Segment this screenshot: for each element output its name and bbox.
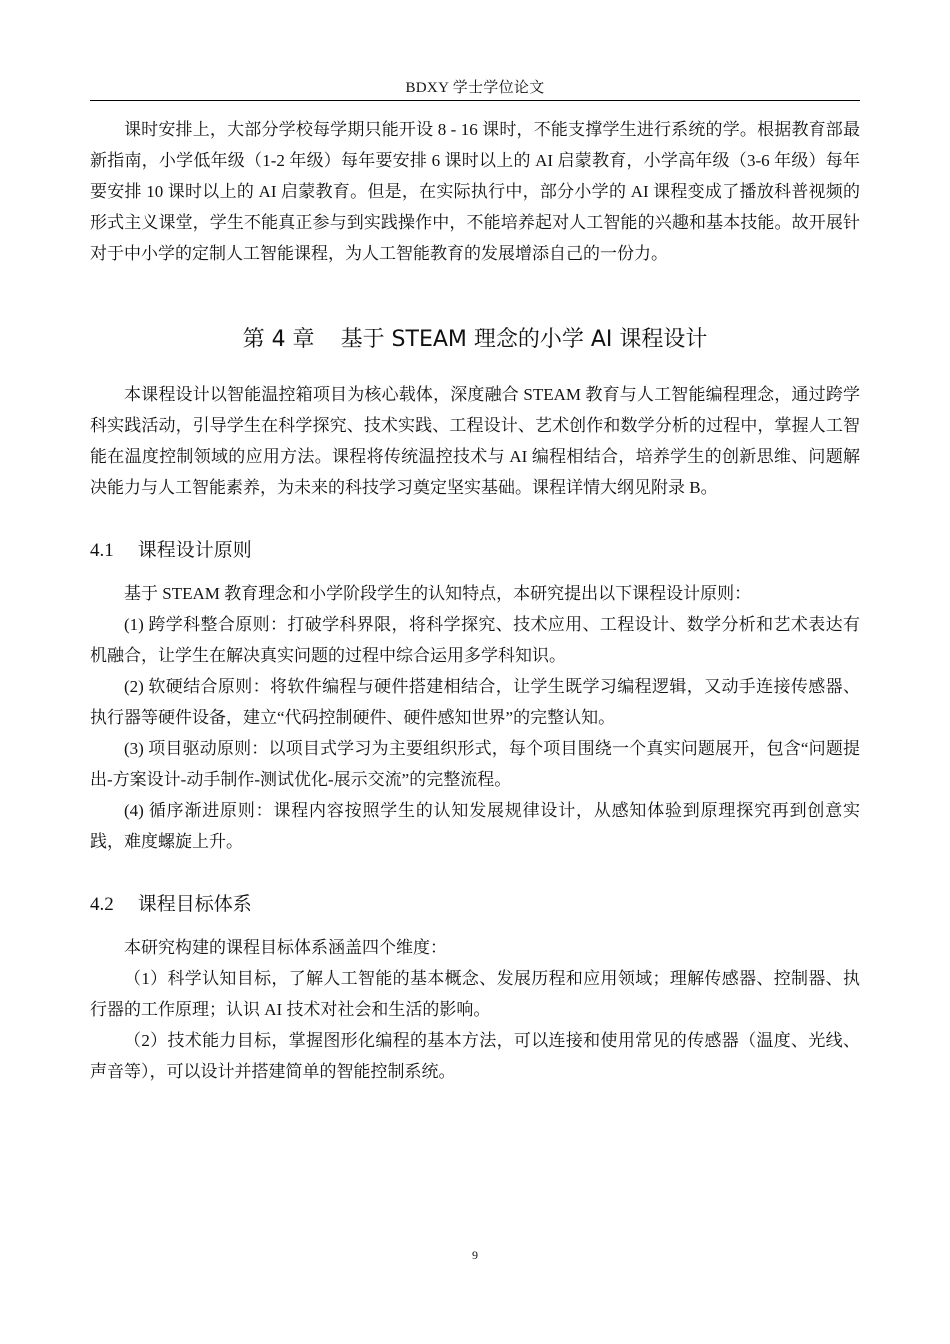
chapter-heading — [90, 321, 860, 359]
chapter-paragraph: 本课程设计以智能温控箱项目为核心载体，深度融合 STEAM 教育与人工智能编程理念，通过跨学科实践活动，引导学生在科学探究、技术实践、工程设计、艺术创作和数学分析的过程中，掌握人工智能在温度控制领域的应用方法。课程将传统温控技术与 AI 编程相结合，培养学生的创新思维、问题解决能力与人工智能素养，为未来的科技学习奠定坚实基础。课程详情大纲见附录 B。 — [90, 385, 860, 497]
principle-item-1: (1) 跨学科整合原则：打破学科界限，将科学探究、技术应用、工程设计、数学分析和艺术表达有机融合，让学生在解决真实问题的过程中综合运用多学科知识。 — [90, 615, 860, 665]
page-body — [90, 114, 860, 1087]
section-4-1-number: 4.1 — [90, 540, 114, 561]
goal-item-1: （1）科学认知目标，了解人工智能的基本概念、发展历程和应用领域；理解传感器、控制器、执行器的工作原理；认识 AI 技术对社会和生活的影响。 — [90, 969, 860, 1019]
principle-item-2: (2) 软硬结合原则：将软件编程与硬件搭建相结合，让学生既学习编程逻辑，又动手连接传感器、执行器等硬件设备，建立“代码控制硬件、硬件感知世界”的完整认知。 — [90, 677, 860, 727]
chapter-title: 基于 STEAM 理念的小学 AI 课程设计 — [340, 327, 708, 352]
section-4-2-title: 课程目标体系 — [137, 893, 252, 915]
section-4-1-title: 课程设计原则 — [137, 539, 252, 561]
page-number: 9 — [472, 1248, 478, 1262]
section-4-1-heading — [90, 533, 860, 568]
principle-item-4: (4) 循序渐进原则：课程内容按照学生的认知发展规律设计，从感知体验到原理探究再到创意实践，难度螺旋上升。 — [90, 801, 860, 851]
section-4-2-intro: 本研究构建的课程目标体系涵盖四个维度： — [124, 938, 447, 957]
goal-item-2: （2）技术能力目标，掌握图形化编程的基本方法，可以连接和使用常见的传感器（温度、光线、声音等），可以设计并搭建简单的智能控制系统。 — [90, 1031, 860, 1081]
principle-item-3: (3) 项目驱动原则：以项目式学习为主要组织形式，每个项目围绕一个真实问题展开，包含“问题提出-方案设计-动手制作-测试优化-展示交流”的完整流程。 — [90, 739, 860, 789]
section-4-2-number: 4.2 — [90, 894, 114, 915]
chapter-number: 第 4 章 — [242, 327, 315, 352]
section-4-1-intro: 基于 STEAM 教育理念和小学阶段学生的认知特点，本研究提出以下课程设计原则： — [124, 584, 752, 603]
header-rule — [90, 100, 860, 101]
section-4-2-heading — [90, 887, 860, 922]
intro-paragraph: 课时安排上，大部分学校每学期只能开设 8 - 16 课时，不能支撑学生进行系统的学。根据教育部最新指南，小学低年级（1-2 年级）每年要安排 6 课时以上的 AI 启蒙教育，小学高年级（3-6 年级）每年要安排 10 课时以上的 AI 启蒙教育。但是，在实际执行中，部分小学的 AI 课程变成了播放科普视频的形式主义课堂，学生不能真正参与到实践操作中，不能培养起对人工智能的兴趣和基本技能。故开展针对于中小学的定制人工智能课程，为人工智能教育的发展增添自己的一份力。 — [90, 120, 860, 263]
running-header: BDXY 学士学位论文 — [405, 80, 545, 96]
